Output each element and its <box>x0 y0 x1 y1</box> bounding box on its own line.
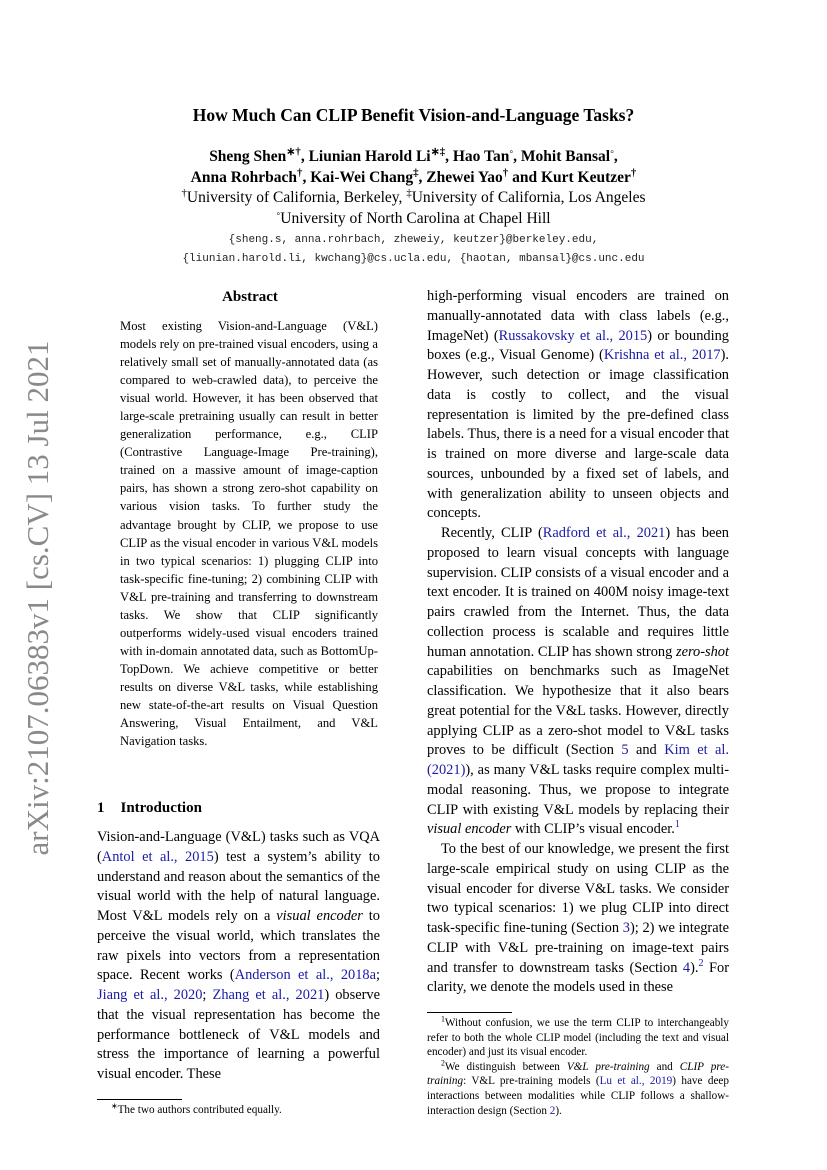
text-run: and <box>649 1060 680 1073</box>
text-run: University of North Carolina at Chapel Hill <box>280 209 551 227</box>
text-run: ) has been proposed to learn visual concepts with language supervision. CLIP consists of a visual encoder and a text encoder. It is trained on 400M noisy image-text pairs crawled from the Internet. Thus, the data collection process is scalable and requires little human annotation. CLIP has shown strong <box>427 525 729 660</box>
superscript-mark: ∗† <box>286 145 301 158</box>
superscript-mark: ∗ <box>111 1101 118 1111</box>
abstract-heading: Abstract <box>222 289 278 305</box>
citation-link[interactable]: Russakovsky et al., 2015 <box>498 327 648 344</box>
text-run: Recently, CLIP ( <box>441 525 543 541</box>
text-run: , Mohit Bansal <box>513 148 611 165</box>
body-columns <box>0 287 827 1118</box>
text-run: high-performing visual encoders are trained on manually-annotated data with class labels (e.g., ImageNet) ( <box>427 288 729 344</box>
arxiv-stamp: arXiv:2107.06383v1 [cs.CV] 13 Jul 2021 <box>20 340 55 856</box>
right-column <box>427 287 729 1118</box>
section-heading <box>97 798 380 818</box>
footnotes-left <box>97 1103 380 1118</box>
superscript-mark: ◦ <box>610 145 614 158</box>
paragraph <box>427 287 729 524</box>
text-run: Without confusion, we use the term CLIP to interchangeably refer to both the whole CLIP model (including the text and visual encoder) and just its visual encoder. <box>427 1017 729 1059</box>
italic-text: V&L pre-training <box>566 1060 650 1073</box>
text-run: Vision-and-Language (V&L) tasks such as VQA ( <box>97 829 380 865</box>
paragraph <box>427 840 729 998</box>
footnote-block-right <box>427 998 729 1118</box>
paragraph <box>427 524 729 840</box>
text-run: with CLIP’s visual encoder. <box>511 821 675 838</box>
text-run: The two authors contributed equally. <box>117 1103 282 1116</box>
paragraph <box>97 1103 380 1118</box>
paragraph <box>427 1016 729 1060</box>
paper-header <box>0 0 827 269</box>
citation-link[interactable]: Antol et al., 2015 <box>101 848 214 865</box>
citation-link[interactable]: 3 <box>622 920 630 936</box>
authors-block <box>0 147 827 229</box>
text-run: , <box>613 148 618 165</box>
footnote-block-left <box>97 1085 380 1118</box>
affiliation-line <box>0 188 827 209</box>
superscript-mark: 2 <box>441 1058 445 1068</box>
text-run: ) have deep interactions between modalities while CLIP follows a shallow-interaction design (Section <box>427 1075 729 1117</box>
text-run: , Kai-Wei Chang <box>302 168 414 186</box>
footnote-rule <box>97 1099 182 1100</box>
superscript-mark: 1 <box>441 1014 445 1024</box>
italic-text: zero-shot <box>675 643 729 660</box>
text-run: and Kurt Keutzer <box>508 168 631 186</box>
left-column <box>97 287 380 1117</box>
text-run: ) or bounding boxes (e.g., Visual Genome) ( <box>427 327 730 364</box>
citation-link[interactable]: Zhang et al., 2021 <box>212 987 325 1004</box>
citation-link[interactable]: Kim et al. (2021) <box>427 742 729 778</box>
superscript-mark: ◦ <box>509 145 514 158</box>
italic-text: visual encoder <box>276 908 363 925</box>
text-run: ). <box>690 959 699 976</box>
text-run: ; <box>202 987 213 1004</box>
superscript-mark: † <box>297 166 303 179</box>
right-column-body <box>427 287 729 998</box>
text-run: University of California, Los Angeles <box>411 189 646 206</box>
section-title: Introduction <box>120 800 202 817</box>
superscript-mark: ‡ <box>406 186 412 199</box>
superscript-mark: † <box>181 186 187 199</box>
footnote-link[interactable]: 2 <box>698 957 704 969</box>
section-number: 1 <box>97 800 105 817</box>
text-run: ) observe that the visual representation has become the performance bottleneck of V&L models and stress the importance of learning a powerful visual encoder. These <box>97 987 380 1083</box>
superscript-mark: † <box>630 166 637 179</box>
citation-link[interactable]: Jiang et al., 2020 <box>97 987 203 1004</box>
text-run: ) test a system’s ability to understand and reason about the semantics of the visual world with the help of natural language. Most V&L models rely on a <box>97 848 380 925</box>
footnote-link[interactable]: 1 <box>674 819 680 831</box>
text-run: Sheng Shen <box>209 148 287 165</box>
text-run: We distinguish between <box>444 1060 567 1073</box>
citation-link[interactable]: Lu et al., 2019 <box>599 1075 673 1088</box>
email-line: {liunian.harold.li, kwchang}@cs.ucla.edu, {haotan, mbansal}@cs.unc.edu <box>182 253 645 265</box>
text-run: capabilities on benchmarks such as ImageNet classification. We hypothesize that it also bears great potential for the V&L tasks. However, directly applying CLIP as a zero-shot model to V&L tasks proves to be difficult (Section <box>427 663 729 759</box>
paper-title: How Much Can CLIP Benefit Vision-and-Language Tasks? <box>192 105 635 125</box>
text-run: : V&L pre-training models ( <box>463 1075 600 1088</box>
authors-line <box>0 147 827 168</box>
left-column-body <box>97 828 380 1085</box>
abstract-text: Most existing Vision-and-Language (V&L) models rely on pre-trained visual encoders, using a relatively small set of manually-annotated data (as compared to web-crawled data), to perceive the visual world. However, it has been observed that large-scale pretraining usually can result in better generalization performance, e.g., CLIP (Contrastive Language-Image Pre-training), trained on a massive amount of image-caption pairs, has shown a strong zero-shot capability on various vision tasks. To further study the advantage brought by CLIP, we propose to use CLIP as the visual encoder in various V&L models in two typical scenarios: 1) plugging CLIP into task-specific fine-tuning; 2) combining CLIP with V&L pre-training and transferring to downstream tasks. We show that CLIP significantly outperforms widely-used visual encoders trained with in-domain annotated data, such as BottomUp-TopDown. We achieve competitive or better results on diverse V&L tasks, while establishing new state-of-the-art results on Visual Question Answering, Visual Entailment, and V&L Navigation tasks. <box>120 319 378 749</box>
citation-link[interactable]: 2 <box>549 1104 556 1117</box>
affiliation-line <box>0 209 827 230</box>
text-run: ). <box>555 1104 562 1117</box>
text-run: To the best of our knowledge, we present the first large-scale empirical study on using CLIP as the visual encoder for diverse V&L tasks. We consider two typical scenarios: 1) we plug CLIP into direct task-specific fine-tuning (Section <box>427 841 729 936</box>
citation-link[interactable]: 5 <box>621 742 629 759</box>
text-run: ); 2) we integrate CLIP with V&L pre-training on image-text pairs and transfer to downstream tasks (Section <box>427 920 729 976</box>
citation-link[interactable]: 4 <box>682 959 691 976</box>
text-run: , Hao Tan <box>445 148 510 165</box>
text-run: , Liunian Harold Li <box>300 148 431 165</box>
text-run: For clarity, we denote the models used in these <box>427 959 730 996</box>
citation-link[interactable]: Anderson et al., 2018a <box>234 967 376 984</box>
superscript-mark: ‡ <box>413 166 419 179</box>
superscript-mark: ∗‡ <box>430 145 446 158</box>
text-run: ; <box>375 967 380 984</box>
paragraph <box>427 1060 729 1118</box>
superscript-mark: † <box>502 166 509 179</box>
text-run: ), as many V&L tasks require complex multi-modal reasoning. Thus, we propose to integrate CLIP with existing V&L models by replacing their <box>427 762 729 818</box>
citation-link[interactable]: Radford et al., 2021 <box>542 525 666 541</box>
citation-link[interactable]: Krishna et al., 2017 <box>603 347 721 364</box>
paragraph <box>97 828 380 1085</box>
emails <box>0 231 827 269</box>
text-run: ). However, such detection or image classification data is costly to collect, and the visual representation is limited by the pre-defined class labels. Thus, there is a need for a visual encoder that is trained on more diverse and large-scale data sources, unbounded by a fixed set of labels, and with generalization ability to unseen objects and concepts. <box>427 347 729 522</box>
italic-text: CLIP pre-training <box>427 1060 730 1088</box>
footnote-rule <box>427 1012 512 1013</box>
text-run: and <box>628 742 665 759</box>
footnotes-right <box>427 1016 729 1118</box>
italic-text: visual encoder <box>427 821 512 838</box>
authors-line <box>0 168 827 189</box>
text-run: University of California, Berkeley, <box>186 189 407 206</box>
text-run: to perceive the visual world, which translates the raw pixels into vectors from a representation space. Recent works ( <box>97 908 380 984</box>
superscript-mark: ◦ <box>276 207 281 220</box>
text-run: Anna Rohrbach <box>190 168 298 186</box>
email-line: {sheng.s, anna.rohrbach, zheweiy, keutzer}@berkeley.edu, <box>228 234 599 246</box>
text-run: , Zhewei Yao <box>418 168 503 186</box>
